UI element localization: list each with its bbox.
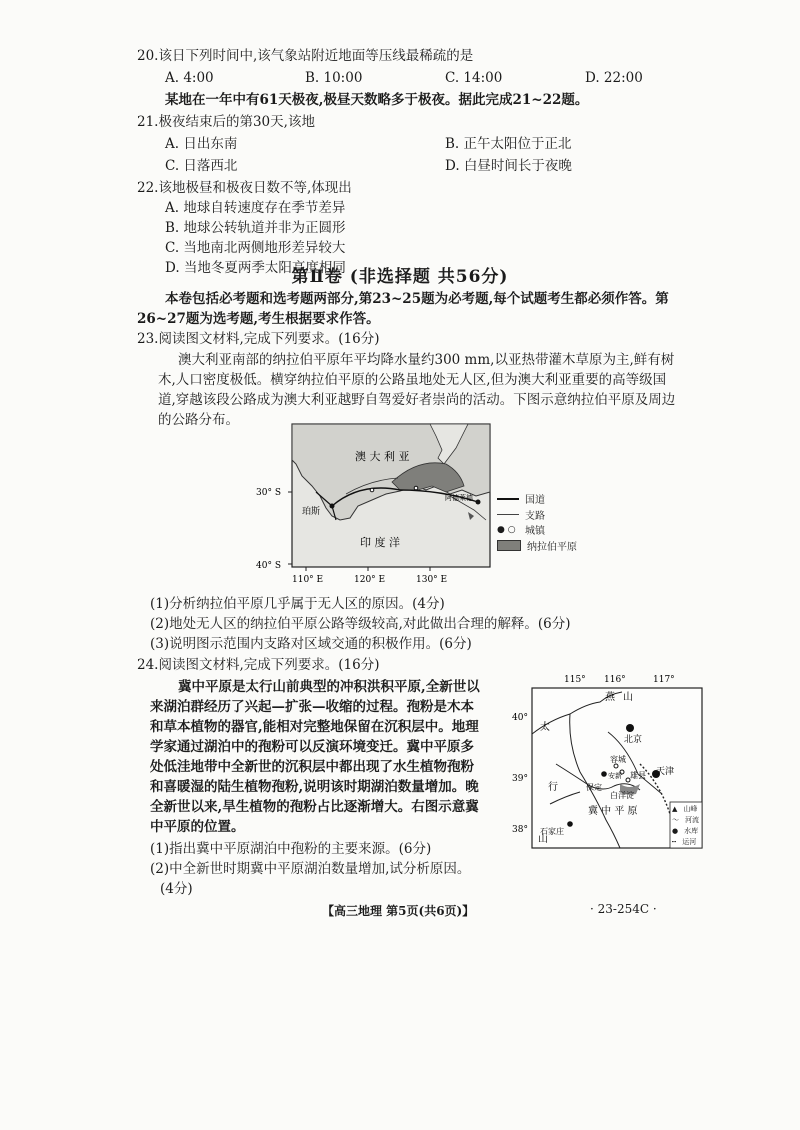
q20-stem: 20.该日下列时间中,该气象站附近地面等压线最稀疏的是 xyxy=(137,48,474,64)
yan-label: 燕 xyxy=(605,692,615,703)
q21-stem: 21.极夜结束后的第30天,该地 xyxy=(137,114,315,130)
q20-option-c: C. 14:00 xyxy=(445,70,503,86)
legend-canal: ┅ 运河 xyxy=(672,838,697,846)
q23-para-line: 澳大利亚南部的纳拉伯平原年平均降水量约300 mm,以亚热带灌木草原为主,鲜有树 xyxy=(178,352,675,368)
lat-40: 40° S xyxy=(256,561,281,571)
national-road-swatch xyxy=(497,498,519,500)
q21-option-a: A. 日出东南 xyxy=(165,136,238,152)
q20-option-a: A. 4:00 xyxy=(165,70,214,86)
q23-para-line: 道,穿越该段公路成为澳大利亚越野自驾爱好者崇尚的活动。下图示意纳拉伯平原及周边 xyxy=(158,392,676,408)
map-label-australia: 澳 大 利 亚 xyxy=(355,450,410,463)
section-desc-line2: 26~27题为选考题,考生根据要求作答。 xyxy=(137,311,380,327)
lon-117: 117° xyxy=(653,675,675,685)
q24-sub-2: (2)中全新世时期冀中平原湖泊数量增加,试分析原因。 xyxy=(150,861,471,877)
q24-sub-1: (1)指出冀中平原湖泊中孢粉的主要来源。(6分) xyxy=(150,841,432,857)
legend-national-road: 国道 xyxy=(497,491,545,506)
footer-code: · 23-254C · xyxy=(590,902,657,916)
q23-stem: 23.阅读图文材料,完成下列要求。(16分) xyxy=(137,331,380,347)
lat-40: 40° xyxy=(512,713,528,723)
jizhong-label: 冀 中 平 原 xyxy=(588,806,638,817)
reservoir-icon: ● xyxy=(672,827,679,835)
lat-39: 39° xyxy=(512,774,528,784)
anxin-label: 安新 xyxy=(608,772,622,780)
map-label-ocean: 印 度 洋 xyxy=(360,536,400,549)
legend-river: 〜 河流 xyxy=(672,816,699,824)
q22-option-a: A. 地球自转速度存在季节差异 xyxy=(165,200,346,216)
legend-branch-road: 支路 xyxy=(497,507,545,522)
baiyangdian-label: 白洋淀 xyxy=(610,791,634,800)
q21-option-c: C. 日落西北 xyxy=(165,158,238,174)
q24-para-line: 中平原的位置。 xyxy=(150,819,245,835)
shan-label: 山 xyxy=(623,692,633,703)
peak-icon: ▲ xyxy=(672,805,678,813)
town-symbol-icon: ● ○ xyxy=(497,524,516,535)
lon-115: 115° xyxy=(564,675,586,685)
lat-38: 38° xyxy=(512,825,528,835)
q24-para-line: 处低洼地带中全新世的沉积层中都出现了水生植物孢粉 xyxy=(150,759,474,775)
q24-para-line: 来湖泊群经历了兴起—扩张—收缩的过程。孢粉是木本 xyxy=(150,699,474,715)
legend-peak: ▲ 山峰 xyxy=(672,805,698,813)
tianjin-label: 天津 xyxy=(656,767,675,777)
q22-option-d: D. 当地冬夏两季太阳高度相同 xyxy=(165,260,346,276)
q22-option-c: C. 当地南北两侧地形差异较大 xyxy=(165,240,346,256)
q24-sub-2-score: (4分) xyxy=(160,881,193,897)
beijing-label: 北京 xyxy=(624,735,643,745)
q21-option-b: B. 正午太阳位于正北 xyxy=(445,136,572,152)
lon-110: 110° E xyxy=(292,575,324,585)
legend-reservoir: ● 水库 xyxy=(672,827,699,835)
lon-130: 130° E xyxy=(416,575,448,585)
branch-road-swatch xyxy=(497,514,519,515)
q24-para-line: 学家通过湖泊中的孢粉可以反演环境变迁。冀中平原多 xyxy=(150,739,474,755)
shijiazhuang-label: 石家庄 xyxy=(540,827,564,836)
q22-stem: 22.该地极昼和极夜日数不等,体现出 xyxy=(137,180,352,196)
q23-sub-1: (1)分析纳拉伯平原几乎属于无人区的原因。(4分) xyxy=(150,596,445,612)
q23-sub-3: (3)说明图示范围内支路对区域交通的积极作用。(6分) xyxy=(150,636,472,652)
legend-nullarbor: 纳拉伯平原 xyxy=(497,538,577,553)
q21-option-d: D. 白昼时间长于夜晚 xyxy=(445,158,572,174)
q24-para-line: 全新世以来,旱生植物的孢粉占比逐渐增大。右图示意冀 xyxy=(150,799,479,815)
baoding-label: 保定 xyxy=(586,783,602,792)
hang-label: 行 xyxy=(548,782,558,793)
lon-116: 116° xyxy=(604,675,626,685)
section-desc-line1: 本卷包括必考题和选考题两部分,第23~25题为必考题,每个试题考生都必须作答。第 xyxy=(165,291,669,307)
map-label-perth: 珀斯 xyxy=(302,507,321,517)
legend-town: ● ○ 城镇 xyxy=(497,524,545,537)
q23-sub-2: (2)地处无人区的纳拉伯平原公路等级较高,对此做出合理的解释。(6分) xyxy=(150,616,571,632)
shan2-label: 山 xyxy=(538,834,548,845)
river-icon: 〜 xyxy=(672,816,679,824)
q23-para-line: 木,人口密度极低。横穿纳拉伯平原的公路虽地处无人区,但为澳大利亚重要的高等级国 xyxy=(158,372,667,388)
plain-swatch xyxy=(497,540,521,551)
q20-option-d: D. 22:00 xyxy=(585,70,643,86)
q20-option-b: B. 10:00 xyxy=(305,70,363,86)
section-title: 第Ⅱ卷 (非选择题 共56分) xyxy=(291,267,509,287)
lon-120: 120° E xyxy=(354,575,386,585)
xiongxian-label: 雄县 xyxy=(630,771,646,780)
q22-option-b: B. 地球公转轨道并非为正圆形 xyxy=(165,220,346,236)
map-label-adelaide: 阿德莱德 xyxy=(445,494,473,502)
q24-para-line: 冀中平原是太行山前典型的冲积洪积平原,全新世以 xyxy=(178,679,480,695)
q24-para-line: 和喜暖湿的陆生植物孢粉,说明该时期湖泊数量增加。晚 xyxy=(150,779,479,795)
lat-30: 30° S xyxy=(256,488,281,498)
q24-stem: 24.阅读图文材料,完成下列要求。(16分) xyxy=(137,657,380,673)
footer-page-info: 【高三地理 第5页(共6页)】 xyxy=(322,904,475,918)
q24-para-line: 和草本植物的器官,能相对完整地保留在沉积层中。地理 xyxy=(150,719,479,735)
tai-label: 太 xyxy=(540,722,550,733)
q23-para-line: 的公路分布。 xyxy=(158,412,239,428)
rongcheng-label: 容城 xyxy=(610,755,626,764)
canal-icon: ┅ xyxy=(672,838,677,846)
intro-21-22: 某地在一年中有61天极夜,极昼天数略多于极夜。据此完成21~22题。 xyxy=(165,92,589,108)
